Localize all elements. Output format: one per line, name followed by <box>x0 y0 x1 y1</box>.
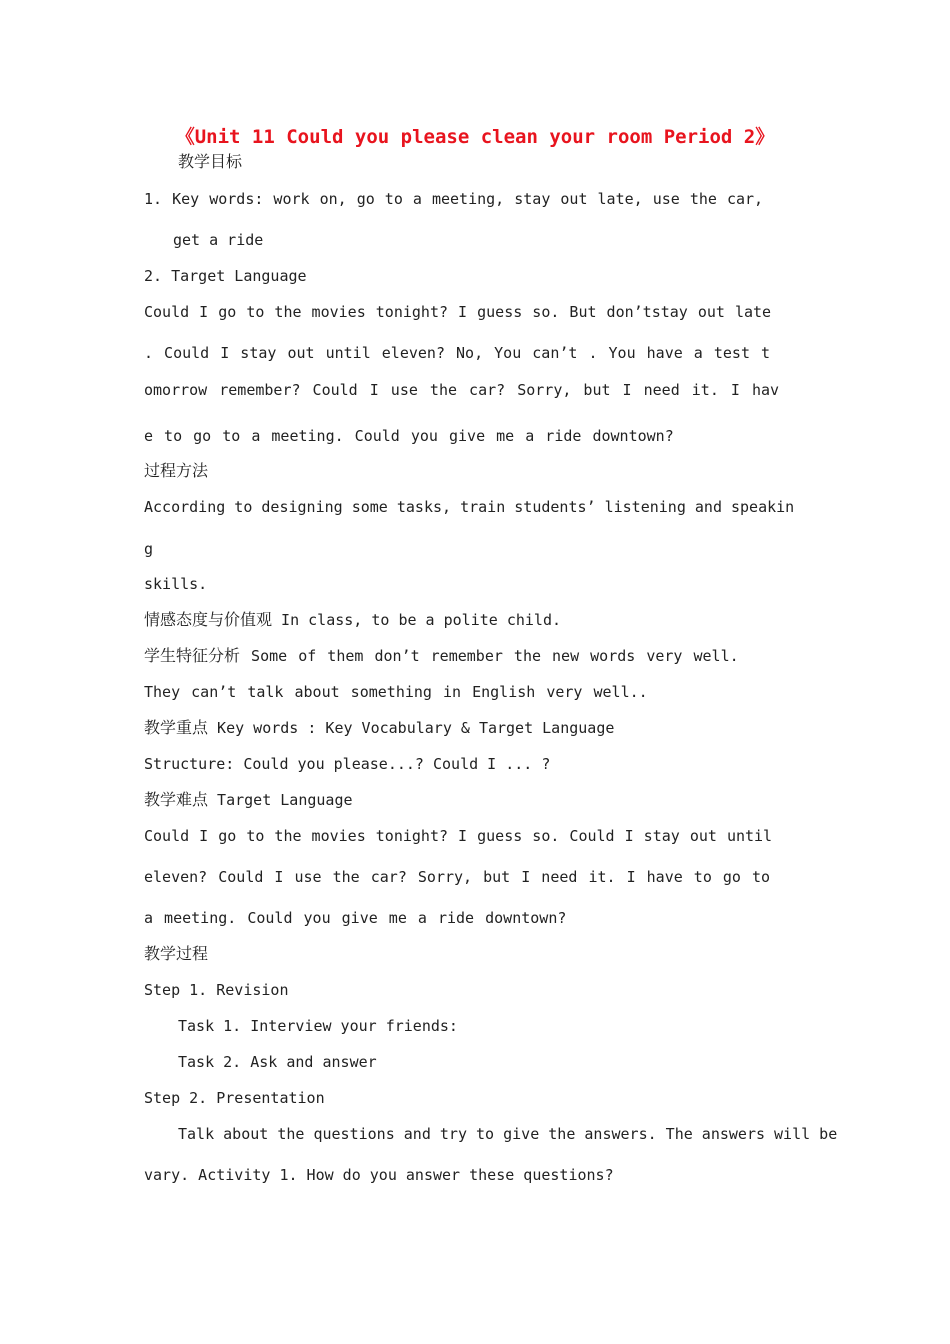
process-method-line-2: g <box>144 540 154 558</box>
section-heading-teaching-process: 教学过程 <box>144 944 209 963</box>
task-2-line: Task 2. Ask and answer <box>178 1053 377 1071</box>
emotion-attitude-label: 情感态度与价值观 <box>144 610 273 629</box>
teaching-difficulty-text: Target Language <box>208 791 353 809</box>
key-words-line-cont: get a ride <box>173 231 264 249</box>
section-heading-process-method: 过程方法 <box>144 461 209 480</box>
step-1-heading: Step 1. Revision <box>144 981 289 999</box>
section-heading-teaching-objectives: 教学目标 <box>178 152 243 171</box>
task-1-line: Task 1. Interview your friends: <box>178 1017 458 1035</box>
difficulty-line-3: a meeting. Could you give me a ride downtown? <box>144 909 567 927</box>
teaching-focus-label: 教学重点 <box>144 718 209 737</box>
teaching-difficulty-line <box>144 790 353 810</box>
presentation-line-2: vary. Activity 1. How do you answer these questions? <box>144 1166 614 1184</box>
student-analysis-line-cont: They can’t talk about something in English very well.. <box>144 683 648 701</box>
structure-line: Structure: Could you please...? Could I ... ? <box>144 755 551 773</box>
step-2-heading: Step 2. Presentation <box>144 1089 325 1107</box>
process-method-line-3: skills. <box>144 575 208 593</box>
key-words-line: 1. Key words: work on, go to a meeting, stay out late, use the car, <box>144 190 764 208</box>
target-language-heading: 2. Target Language <box>144 267 307 285</box>
target-language-line-4: e to go to a meeting. Could you give me a ride downtown? <box>144 427 674 445</box>
emotion-attitude-line <box>144 610 561 630</box>
student-analysis-text: Some of them don’t remember the new words very well. <box>240 647 739 665</box>
target-language-line-1: Could I go to the movies tonight? I guess so. But don’tstay out late <box>144 303 772 321</box>
difficulty-line-2: eleven? Could I use the car? Sorry, but I need it. I have to go to <box>144 868 771 886</box>
emotion-attitude-text: In class, to be a polite child. <box>272 611 561 629</box>
target-language-line-3: omorrow remember? Could I use the car? Sorry, but I need it. I hav <box>144 381 780 399</box>
presentation-line-1: Talk about the questions and try to give the answers. The answers will be <box>178 1125 838 1143</box>
teaching-focus-text: Key words : Key Vocabulary & Target Language <box>208 719 615 737</box>
document-title: 《Unit 11 Could you please clean your room Period 2》 <box>175 126 775 148</box>
teaching-focus-line <box>144 718 614 738</box>
difficulty-line-1: Could I go to the movies tonight? I guess so. Could I stay out until <box>144 827 773 845</box>
target-language-line-2: . Could I stay out until eleven? No, You can’t . You have a test t <box>144 344 771 362</box>
teaching-difficulty-label: 教学难点 <box>144 790 209 809</box>
process-method-line-1: According to designing some tasks, train students’ listening and speakin <box>144 498 795 516</box>
student-analysis-line <box>144 646 739 666</box>
student-analysis-label: 学生特征分析 <box>144 646 241 665</box>
